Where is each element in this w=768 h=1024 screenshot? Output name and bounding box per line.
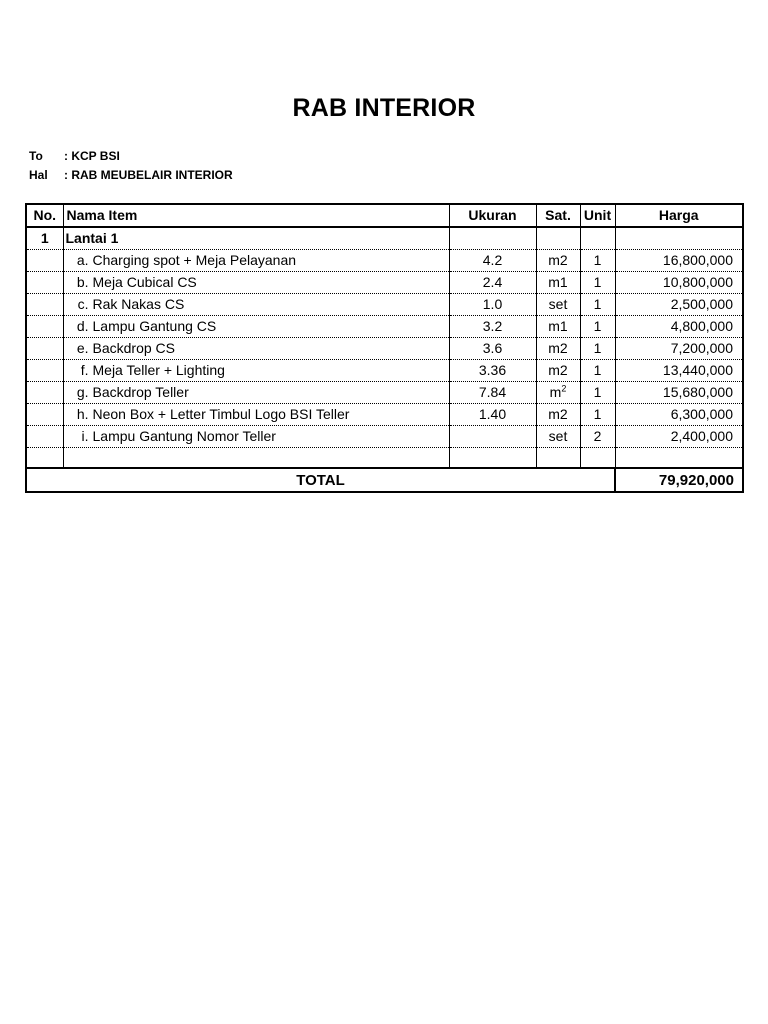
empty-cell — [26, 448, 63, 469]
item-size: 1.40 — [449, 404, 536, 426]
header-sat: Sat. — [536, 204, 580, 227]
item-unit: 2 — [580, 426, 615, 448]
item-unit: 1 — [580, 250, 615, 272]
item-sat-text: m — [549, 384, 562, 400]
item-unit: 1 — [580, 338, 615, 360]
item-price: 13,440,000 — [615, 360, 743, 382]
item-name — [63, 250, 449, 272]
item-letter: e. — [76, 340, 89, 356]
item-size: 3.6 — [449, 338, 536, 360]
empty-cell — [580, 448, 615, 469]
blank-row — [26, 448, 743, 469]
item-name-text: Charging spot + Meja Pelayanan — [92, 252, 297, 268]
table-row — [26, 338, 743, 360]
item-unit: 1 — [580, 360, 615, 382]
item-letter: a. — [76, 252, 89, 268]
item-unit: 1 — [580, 316, 615, 338]
empty-cell — [449, 227, 536, 250]
item-price: 7,200,000 — [615, 338, 743, 360]
header-price: Harga — [615, 204, 743, 227]
table-row — [26, 294, 743, 316]
item-name-text: Backdrop Teller — [92, 384, 189, 400]
header-size: Ukuran — [449, 204, 536, 227]
item-sat: m1 — [536, 316, 580, 338]
item-size: 2.4 — [449, 272, 536, 294]
total-value: 79,920,000 — [615, 468, 743, 492]
empty-cell — [536, 227, 580, 250]
item-price: 4,800,000 — [615, 316, 743, 338]
item-name — [63, 426, 449, 448]
group-row — [26, 227, 743, 250]
meta-hal — [29, 168, 233, 182]
item-price: 2,500,000 — [615, 294, 743, 316]
table-row — [26, 382, 743, 404]
item-sat: set — [536, 294, 580, 316]
empty-cell — [26, 360, 63, 382]
item-name — [63, 382, 449, 404]
empty-cell — [26, 316, 63, 338]
empty-cell — [615, 448, 743, 469]
empty-cell — [449, 448, 536, 469]
table-row — [26, 404, 743, 426]
item-name-text: Meja Cubical CS — [92, 274, 197, 290]
empty-cell — [26, 382, 63, 404]
item-size: 1.0 — [449, 294, 536, 316]
item-name — [63, 338, 449, 360]
meta-to-label: To — [29, 149, 43, 163]
rab-table — [25, 203, 744, 493]
item-size: 7.84 — [449, 382, 536, 404]
item-price: 16,800,000 — [615, 250, 743, 272]
table-row — [26, 426, 743, 448]
item-unit: 1 — [580, 404, 615, 426]
item-name — [63, 316, 449, 338]
table-row — [26, 272, 743, 294]
item-letter: g. — [76, 384, 89, 400]
item-name-text: Lampu Gantung Nomor Teller — [92, 428, 276, 444]
item-name-text: Rak Nakas CS — [92, 296, 185, 312]
item-name — [63, 294, 449, 316]
item-letter: f. — [80, 362, 89, 378]
meta-to — [29, 149, 120, 163]
item-unit: 1 — [580, 294, 615, 316]
header-name: Nama Item — [63, 204, 449, 227]
empty-cell — [26, 272, 63, 294]
item-size: 3.2 — [449, 316, 536, 338]
empty-cell — [63, 448, 449, 469]
item-sat: m2 — [536, 360, 580, 382]
table-row — [26, 360, 743, 382]
item-size — [449, 426, 536, 448]
item-letter: c. — [77, 296, 89, 312]
item-sat-superscript: 2 — [561, 383, 567, 394]
empty-cell — [536, 448, 580, 469]
item-price: 2,400,000 — [615, 426, 743, 448]
item-sat: m2 — [536, 404, 580, 426]
item-sat: m2 — [536, 338, 580, 360]
item-name-text: Meja Teller + Lighting — [92, 362, 225, 378]
item-price: 6,300,000 — [615, 404, 743, 426]
table-row — [26, 250, 743, 272]
item-letter: h. — [76, 406, 89, 422]
item-size: 3.36 — [449, 360, 536, 382]
header-unit: Unit — [580, 204, 615, 227]
item-price: 10,800,000 — [615, 272, 743, 294]
total-row — [26, 468, 743, 492]
item-letter: b. — [76, 274, 89, 290]
header-no: No. — [26, 204, 63, 227]
meta-hal-value: : RAB MEUBELAIR INTERIOR — [64, 168, 233, 182]
item-unit: 1 — [580, 382, 615, 404]
item-sat: m1 — [536, 272, 580, 294]
empty-cell — [615, 227, 743, 250]
meta-hal-label: Hal — [29, 168, 48, 182]
group-name: Lantai 1 — [63, 227, 449, 250]
empty-cell — [580, 227, 615, 250]
item-name-text: Lampu Gantung CS — [92, 318, 217, 334]
item-letter: d. — [76, 318, 89, 334]
item-sat: m2 — [536, 250, 580, 272]
item-name — [63, 360, 449, 382]
total-label: TOTAL — [26, 468, 615, 492]
item-unit: 1 — [580, 272, 615, 294]
table-row — [26, 316, 743, 338]
table-header-row — [26, 204, 743, 227]
empty-cell — [26, 338, 63, 360]
document-title: RAB INTERIOR — [292, 94, 476, 122]
item-name — [63, 404, 449, 426]
item-sat — [536, 382, 580, 404]
empty-cell — [26, 426, 63, 448]
item-size: 4.2 — [449, 250, 536, 272]
item-sat: set — [536, 426, 580, 448]
item-name-text: Neon Box + Letter Timbul Logo BSI Teller — [92, 406, 350, 422]
empty-cell — [26, 250, 63, 272]
empty-cell — [26, 294, 63, 316]
item-name — [63, 272, 449, 294]
meta-to-value: : KCP BSI — [64, 149, 120, 163]
item-price: 15,680,000 — [615, 382, 743, 404]
item-name-text: Backdrop CS — [92, 340, 175, 356]
item-letter: i. — [81, 428, 89, 444]
empty-cell — [26, 404, 63, 426]
group-no: 1 — [26, 227, 63, 250]
